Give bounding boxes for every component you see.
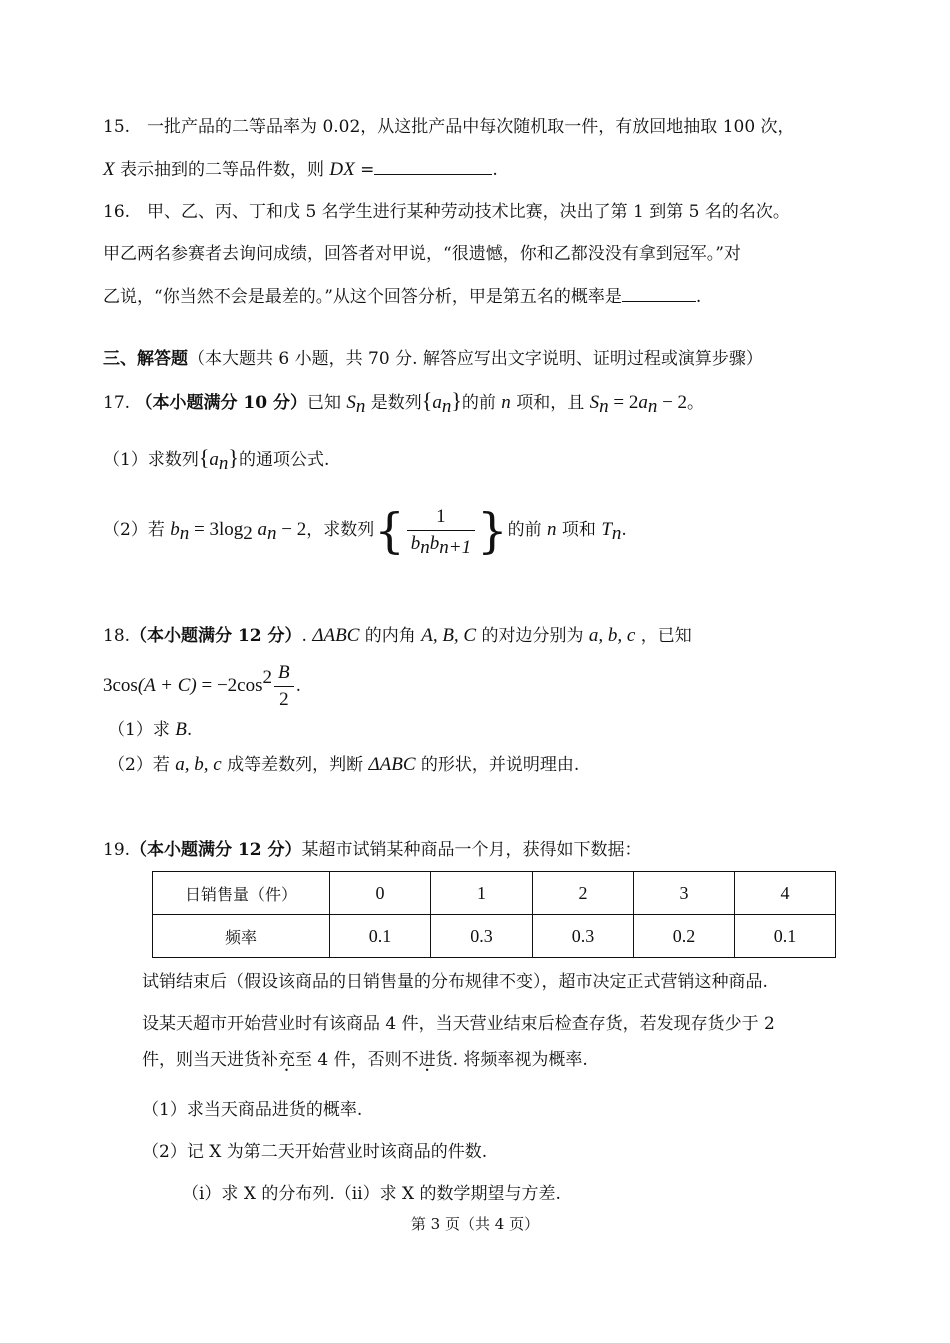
table-cell: 3	[634, 872, 735, 915]
q15-answer-blank	[374, 158, 492, 175]
table-row-frequency	[153, 915, 836, 958]
table-cell: 1	[431, 872, 533, 915]
q16-line3: 乙说，“你当然不会是最差的。”从这个回答分析，甲是第五名的概率是 .	[103, 287, 702, 307]
q17-part2: （2）若 $b_n = 3\log_2$ $a_n - 2$，求数列{ $\frac{1}{b_nb_{n+1}}$ }的前 n 项和 $T_n$.	[103, 502, 627, 559]
q18-stem: 18.（本小题满分 12 分）. ΔABC 的内角 A, B, C 的对边分别为 a, b, c ，已知	[103, 625, 692, 646]
q19-para2: 设某天超市开始营业时有该商品 4 件，当天营业结束后检查存货，若发现存货少于 2	[142, 1014, 775, 1034]
q15-line2: X 表示抽到的二等品件数，则 DX = .	[103, 159, 498, 180]
q18-fraction: $\frac{B}{2}$	[274, 660, 294, 713]
sales-frequency-table	[152, 871, 836, 958]
q18-part2: （2）若 a, b, c 成等差数列，判断 ΔABC 的形状，并说明理由.	[108, 754, 580, 775]
q18-equation: $3\cos(A + C) = -2\cos^2$ $\frac{B}{2}$ .	[103, 658, 301, 714]
table-cell: 0.1	[735, 915, 836, 958]
q17-stem: 17. （本小题满分 10 分）已知 $S_n$ 是数列$\{a_n\}$的前 n 项和，且 $S_n = 2a_n - 2$。	[103, 388, 705, 417]
q19-stem: 19.（本小题满分 12 分）某超市试销某种商品一个月，获得如下数据：	[103, 840, 642, 860]
table-cell: 0.2	[634, 915, 735, 958]
q18-part1: （1）求 B.	[108, 719, 193, 740]
table-row-header	[153, 872, 836, 915]
q16-answer-blank	[622, 285, 696, 302]
q17-fraction: $\frac{1}{b_nb_{n+1}}$	[407, 504, 475, 557]
q19-part1: （1）求当天商品进货的概率.	[142, 1100, 363, 1120]
emphasis-dots: 不进货	[401, 1050, 453, 1070]
table-cell: 0.3	[533, 915, 634, 958]
q16-line1: 16. 甲、乙、丙、丁和戊 5 名学生进行某种劳动技术比赛，决出了第 1 到第 5 名的名次。	[103, 202, 790, 222]
q19-para1: 试销结束后（假设该商品的日销售量的分布规律不变），超市决定正式营销这种商品.	[142, 972, 768, 992]
q16-line2: 甲乙两名参赛者去询问成绩，回答者对甲说，“很遗憾，你和乙都没没有拿到冠军。”对	[103, 244, 741, 264]
table-cell: 0.3	[431, 915, 533, 958]
q19-part2: （2）记 X 为第二天开始营业时该商品的件数.	[142, 1142, 488, 1162]
emphasis-dots: 补充至	[261, 1050, 312, 1070]
table-cell: 4	[735, 872, 836, 915]
q17-part1: （1）求数列$\{a_n\}$的通项公式.	[103, 445, 330, 474]
table-cell: 频率	[153, 915, 330, 958]
page-footer: 第 3 页（共 4 页）	[410, 1215, 540, 1233]
q15-line1: 15. 一批产品的二等品率为 0.02，从这批产品中每次随机取一件，有放回地抽取 100 次，	[103, 117, 795, 137]
table-cell: 0	[330, 872, 431, 915]
table-cell: 日销售量（件）	[153, 872, 330, 915]
q19-para3: 件，则当天进货补充至 4 件，否则不进货. 将频率视为概率.	[142, 1050, 588, 1070]
q19-part2-sub: （ⅰ）求 X 的分布列.（ⅱ）求 X 的数学期望与方差.	[182, 1184, 561, 1204]
table-cell: 2	[533, 872, 634, 915]
table-cell: 0.1	[330, 915, 431, 958]
section3-heading: 三、解答题（本大题共 6 小题，共 70 分. 解答应写出文字说明、证明过程或演算步骤）	[103, 349, 763, 369]
